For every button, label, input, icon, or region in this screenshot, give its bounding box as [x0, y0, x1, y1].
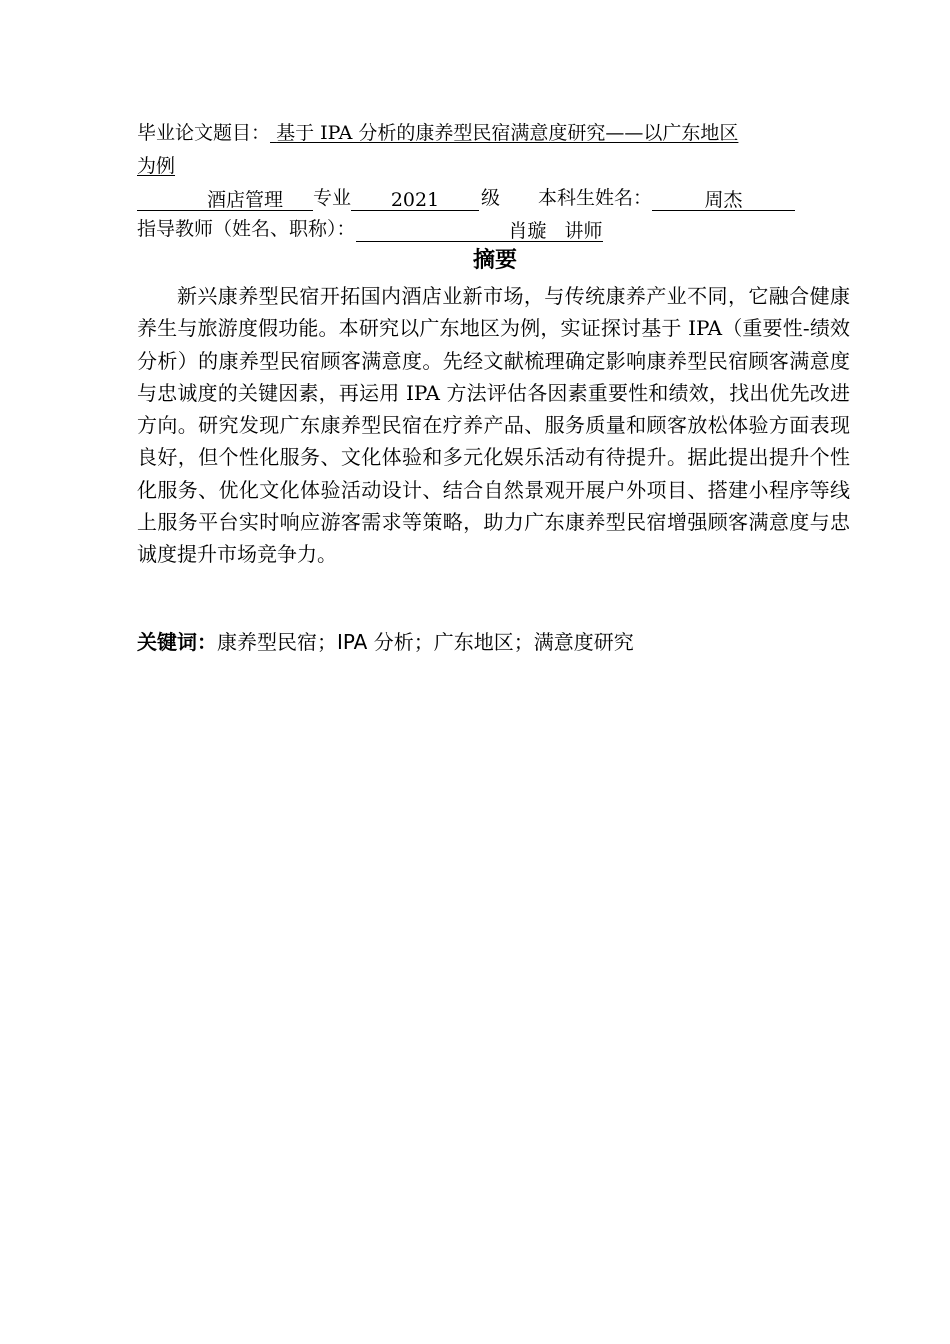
thesis-title-part1: 基于 IPA 分析的康养型民宿满意度研究——以广东地区 [276, 122, 739, 144]
advisor-field: 肖璇 讲师 [356, 219, 603, 242]
major-label: 专业 [313, 187, 352, 209]
advisor-label: 指导教师（姓名、职称）： [137, 218, 356, 240]
abstract-heading: 摘要 [472, 248, 517, 273]
thesis-title-line [137, 120, 738, 146]
student-name-label: 本科生姓名： [538, 187, 653, 209]
keywords-value: 康养型民宿；IPA 分析；广东地区；满意度研究 [217, 630, 634, 654]
abstract-body: 新兴康养型民宿开拓国内酒店业新市场，与传统康养产业不同，它融合健康养生与旅游度假功能。本研究以广东地区为例，实证探讨基于 IPA（重要性-绩效分析）的康养型民宿顾客满意度。先经文献梳理确定影响康养型民宿顾客满意度与忠诚度的关键因素，再运用 IPA 方法评估各因素重要性和绩效，找出优先改进方向。研究发现广东康养型民宿在疗养产品、服务质量和顾客放松体验方面表现良好，但个性化服务、文化体验和多元化娱乐活动有待提升。据此提出提升个性化服务、优化文化体验活动设计、结合自然景观开展户外项目、搭建小程序等线上服务平台实时响应游客需求等策略，助力广东康养型民宿增强顾客满意度与忠诚度提升市场竞争力。 [137, 284, 850, 567]
thesis-title-part2: 为例 [137, 155, 176, 177]
student-info-line [137, 185, 795, 211]
student-name-field: 周杰 [652, 188, 795, 211]
thesis-title-label: 毕业论文题目： [137, 122, 271, 144]
keywords-line [137, 628, 634, 656]
year-label: 级 [481, 187, 501, 209]
keywords-label: 关键词： [137, 630, 217, 654]
thesis-title-line-continued [137, 153, 175, 179]
major-field: 酒店管理 [137, 188, 313, 211]
year-field: 2021 [351, 188, 479, 211]
advisor-line [137, 216, 603, 242]
